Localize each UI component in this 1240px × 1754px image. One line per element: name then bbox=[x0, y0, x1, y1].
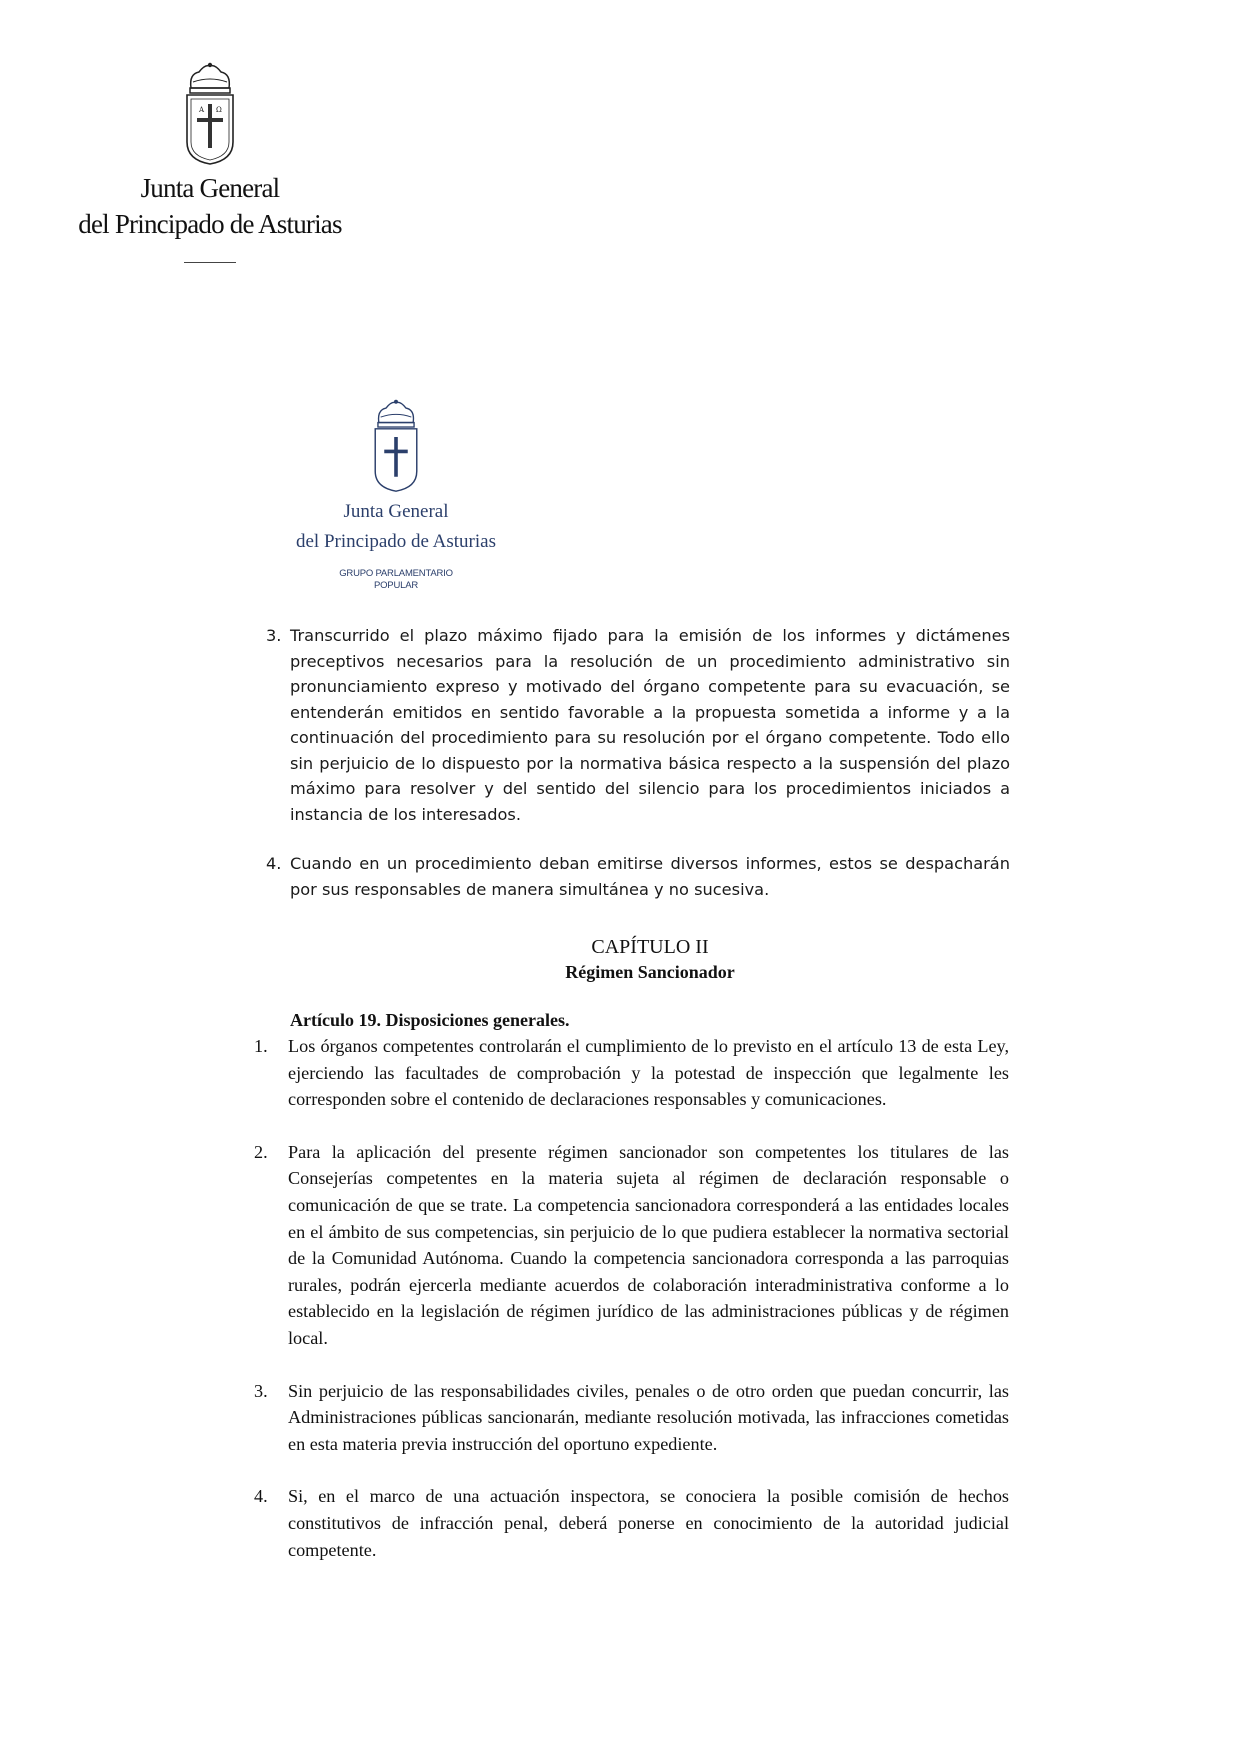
institution-name-line1: Junta General bbox=[140, 173, 280, 203]
list-item bbox=[254, 1483, 1009, 1563]
article-items bbox=[254, 1033, 1009, 1563]
item-number: 4. bbox=[266, 854, 282, 873]
svg-text:Ω: Ω bbox=[216, 106, 222, 114]
chapter-title: CAPÍTULO II bbox=[591, 936, 709, 958]
svg-text:A: A bbox=[199, 106, 205, 114]
asturias-coat-of-arms-icon bbox=[179, 62, 241, 166]
item-number: 4. bbox=[254, 1486, 268, 1507]
item-text: Los órganos competentes controlarán el cumplimiento de lo previsto en el artículo 13 de esta Ley, ejerciendo las facultades de comprobación y la potestad de inspección que legalmente les corresponden sobre el contenido de declaraciones responsables y comunicaciones. bbox=[288, 1036, 1009, 1110]
item-number: 2. bbox=[254, 1141, 268, 1162]
group-name-line1: GRUPO PARLAMENTARIO bbox=[339, 568, 453, 579]
item-text: Si, en el marco de una actuación inspectora, se conociera la posible comisión de hechos constitutivos de infracción penal, deberá ponerse en conocimiento de la autoridad judicial competente. bbox=[288, 1486, 1009, 1560]
chapter-subtitle: Régimen Sancionador bbox=[565, 962, 735, 982]
list-item bbox=[254, 1378, 1009, 1458]
item-text: Transcurrido el plazo máximo fijado para la emisión de los informes y dictámenes preceptivos necesarios para la resolución de un procedimiento administrativo sin pronunciamiento expreso y motivado del órgano competente para su evacuación, se entenderán emitidos en sentido favorable a la propuesta sometida a informe y a la continuación del procedimiento para su resolución por el órgano competente. Todo ello sin perjuicio de lo dispuesto por la normativa básica respecto a la suspensión del plazo máximo para resolver y del sentido del silencio para los procedimientos iniciados a instancia de los interesados. bbox=[290, 626, 1010, 824]
item-number: 1. bbox=[254, 1036, 268, 1056]
item-text: Para la aplicación del presente régimen sancionador son competentes los titulares de las Consejerías competentes en la materia sujeta al régimen de declaración responsable o comunicación de que se trate. La competencia sancionadora corresponderá a las entidades locales en el ámbito de sus competencias, sin perjuicio de lo que pudiera establecer la normativa sectorial de la Comunidad Autónoma. Cuando la competencia sancionadora corresponda a las parroquias rurales, podrán ejercerla mediante acuerdos de colaboración interadministrativa conforme a lo establecido en la legislación de régimen jurídico de las administraciones públicas y de régimen local. bbox=[288, 1141, 1009, 1348]
institution-name-line2: del Principado de Asturias bbox=[78, 209, 342, 239]
list-item bbox=[254, 1139, 1009, 1352]
header-divider bbox=[184, 262, 236, 263]
article-title: Artículo 19. Disposiciones generales. bbox=[290, 1010, 570, 1030]
group-logo bbox=[292, 398, 500, 592]
asturias-coat-of-arms-icon bbox=[368, 398, 424, 494]
list-item bbox=[254, 1033, 1009, 1113]
list-item bbox=[266, 623, 1010, 827]
item-number: 3. bbox=[266, 626, 282, 645]
group-logo-institution-line2: del Principado de Asturias bbox=[296, 531, 496, 552]
item-text: Sin perjuicio de las responsabilidades civiles, penales o de otro orden que puedan concurrir, las Administraciones públicas sancionarán, mediante resolución motivada, las infracciones cometidas en esta materia previa instrucción del oportuno expediente. bbox=[288, 1380, 1009, 1454]
document-header bbox=[60, 62, 360, 263]
group-logo-institution-line1: Junta General bbox=[343, 501, 449, 522]
item-number: 3. bbox=[254, 1380, 268, 1401]
chapter-heading bbox=[400, 935, 900, 984]
item-text: Cuando en un procedimiento deban emitirse diversos informes, estos se despacharán por sus responsables de manera simultánea y no sucesiva. bbox=[290, 854, 1010, 899]
preceding-article-items bbox=[266, 623, 1010, 902]
list-item bbox=[266, 851, 1010, 902]
group-name-line2: POPULAR bbox=[373, 580, 418, 591]
